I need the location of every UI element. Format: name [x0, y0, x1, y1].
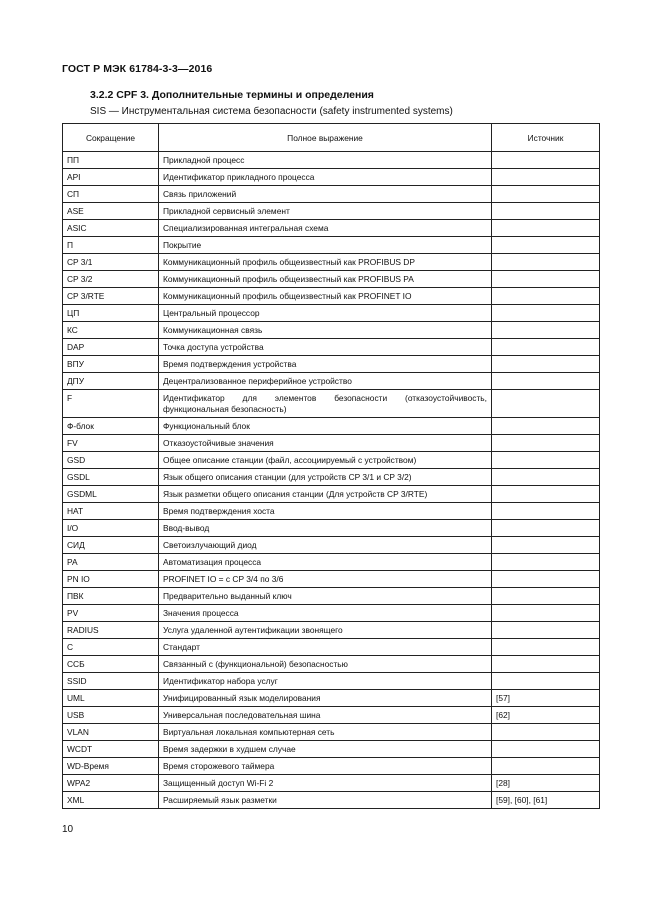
abbreviation-cell: CP 3/2: [63, 271, 159, 288]
full-expression-cell: PROFINET IO = с CP 3/4 по 3/6: [159, 571, 492, 588]
source-cell: [492, 288, 600, 305]
full-expression-cell: Покрытие: [159, 237, 492, 254]
abbreviation-cell: USB: [63, 707, 159, 724]
table-row: [63, 486, 600, 503]
full-expression-cell: Идентификатор прикладного процесса: [159, 169, 492, 186]
abbreviation-cell: ССБ: [63, 656, 159, 673]
full-expression-cell: Язык общего описания станции (для устройств CP 3/1 и CP 3/2): [159, 469, 492, 486]
full-expression-cell: Расширяемый язык разметки: [159, 792, 492, 809]
abbreviation-cell: СП: [63, 186, 159, 203]
abbreviation-cell: DAP: [63, 339, 159, 356]
column-header-full-expression: Полное выражение: [159, 124, 492, 152]
abbreviation-cell: WPA2: [63, 775, 159, 792]
full-expression-cell: Идентификатор для элементов безопасности (отказоустойчивость, функциональная безопасность): [159, 390, 492, 418]
table-body: [63, 152, 600, 809]
table-row: [63, 288, 600, 305]
source-cell: [492, 169, 600, 186]
table-row: [63, 373, 600, 390]
table-row: [63, 305, 600, 322]
abbreviation-cell: СИД: [63, 537, 159, 554]
abbreviation-cell: ВПУ: [63, 356, 159, 373]
document-header: ГОСТ Р МЭК 61784-3-3—2016: [62, 63, 213, 75]
table-row: [63, 724, 600, 741]
abbreviation-cell: I/O: [63, 520, 159, 537]
table-row: [63, 758, 600, 775]
full-expression-cell: Коммуникационная связь: [159, 322, 492, 339]
source-cell: [492, 339, 600, 356]
table-row: [63, 656, 600, 673]
table-row: [63, 673, 600, 690]
source-cell: [492, 435, 600, 452]
source-cell: [492, 605, 600, 622]
full-expression-cell: Прикладной сервисный элемент: [159, 203, 492, 220]
abbreviation-cell: FV: [63, 435, 159, 452]
table-row: [63, 152, 600, 169]
table-row: [63, 186, 600, 203]
table-row: [63, 203, 600, 220]
table-row: [63, 741, 600, 758]
source-cell: [492, 486, 600, 503]
full-expression-cell: Светоизлучающий диод: [159, 537, 492, 554]
column-header-source: Источник: [492, 124, 600, 152]
abbreviation-cell: ЦП: [63, 305, 159, 322]
table-row: [63, 537, 600, 554]
table-row: [63, 169, 600, 186]
table-row: [63, 588, 600, 605]
full-expression-cell: Общее описание станции (файл, ассоциируемый с устройством): [159, 452, 492, 469]
full-expression-cell: Унифицированный язык моделирования: [159, 690, 492, 707]
full-expression-cell: Защищенный доступ Wi-Fi 2: [159, 775, 492, 792]
page-number: 10: [62, 824, 74, 835]
source-cell: [492, 758, 600, 775]
full-expression-cell: Время подтверждения устройства: [159, 356, 492, 373]
table-row: [63, 554, 600, 571]
source-cell: [492, 673, 600, 690]
source-cell: [28]: [492, 775, 600, 792]
full-expression-cell: Функциональный блок: [159, 418, 492, 435]
source-cell: [492, 656, 600, 673]
abbreviation-cell: PA: [63, 554, 159, 571]
abbreviation-cell: PN IO: [63, 571, 159, 588]
abbreviation-cell: ПП: [63, 152, 159, 169]
table-row: [63, 520, 600, 537]
full-expression-cell: Услуга удаленной аутентификации звонящего: [159, 622, 492, 639]
table-header-row: [63, 124, 600, 152]
table-row: [63, 622, 600, 639]
abbreviation-cell: ДПУ: [63, 373, 159, 390]
full-expression-cell: Децентрализованное периферийное устройство: [159, 373, 492, 390]
section-intro: SIS — Инструментальная система безопасности (safety instrumented systems): [90, 106, 453, 117]
source-cell: [492, 254, 600, 271]
source-cell: [492, 452, 600, 469]
table-row: [63, 322, 600, 339]
table-row: [63, 435, 600, 452]
abbreviations-table: [62, 123, 600, 809]
source-cell: [492, 418, 600, 435]
full-expression-cell: Специализированная интегральная схема: [159, 220, 492, 237]
table-row: [63, 775, 600, 792]
source-cell: [492, 622, 600, 639]
abbreviation-cell: CP 3/RTE: [63, 288, 159, 305]
abbreviation-cell: WCDT: [63, 741, 159, 758]
full-expression-cell: Прикладной процесс: [159, 152, 492, 169]
source-cell: [492, 571, 600, 588]
table-row: [63, 639, 600, 656]
source-cell: [492, 356, 600, 373]
full-expression-cell: Точка доступа устройства: [159, 339, 492, 356]
table-row: [63, 356, 600, 373]
abbreviation-cell: GSDL: [63, 469, 159, 486]
table-row: [63, 271, 600, 288]
abbreviation-cell: XML: [63, 792, 159, 809]
table-row: [63, 237, 600, 254]
full-expression-cell: Время задержки в худшем случае: [159, 741, 492, 758]
table-row: [63, 452, 600, 469]
table-row: [63, 707, 600, 724]
abbreviation-cell: HAT: [63, 503, 159, 520]
full-expression-cell: Время подтверждения хоста: [159, 503, 492, 520]
full-expression-cell: Предварительно выданный ключ: [159, 588, 492, 605]
table-row: [63, 220, 600, 237]
full-expression-cell: Значения процесса: [159, 605, 492, 622]
full-expression-cell: Связь приложений: [159, 186, 492, 203]
table-row: [63, 690, 600, 707]
abbreviation-cell: UML: [63, 690, 159, 707]
source-cell: [492, 237, 600, 254]
source-cell: [492, 520, 600, 537]
section-title: 3.2.2 CPF 3. Дополнительные термины и определения: [90, 89, 374, 101]
source-cell: [62]: [492, 707, 600, 724]
full-expression-cell: Коммуникационный профиль общеизвестный как PROFINET IO: [159, 288, 492, 305]
full-expression-cell: Коммуникационный профиль общеизвестный как PROFIBUS DP: [159, 254, 492, 271]
full-expression-cell: Язык разметки общего описания станции (Для устройств CP 3/RTE): [159, 486, 492, 503]
table-row: [63, 254, 600, 271]
abbreviation-cell: Ф-блок: [63, 418, 159, 435]
full-expression-cell: Стандарт: [159, 639, 492, 656]
table-row: [63, 792, 600, 809]
source-cell: [492, 554, 600, 571]
full-expression-cell: Виртуальная локальная компьютерная сеть: [159, 724, 492, 741]
full-expression-cell: Центральный процессор: [159, 305, 492, 322]
source-cell: [492, 469, 600, 486]
full-expression-cell: Автоматизация процесса: [159, 554, 492, 571]
abbreviation-cell: GSDML: [63, 486, 159, 503]
source-cell: [492, 271, 600, 288]
abbreviation-cell: WD-Время: [63, 758, 159, 775]
source-cell: [492, 220, 600, 237]
column-header-abbreviation: Сокращение: [63, 124, 159, 152]
abbreviation-cell: КС: [63, 322, 159, 339]
source-cell: [492, 305, 600, 322]
abbreviation-cell: GSD: [63, 452, 159, 469]
full-expression-cell: Время сторожевого таймера: [159, 758, 492, 775]
source-cell: [492, 724, 600, 741]
source-cell: [57]: [492, 690, 600, 707]
full-expression-cell: Коммуникационный профиль общеизвестный как PROFIBUS PA: [159, 271, 492, 288]
table-row: [63, 418, 600, 435]
source-cell: [492, 741, 600, 758]
full-expression-cell: Связанный с (функциональной) безопасностью: [159, 656, 492, 673]
table-row: [63, 339, 600, 356]
table-row: [63, 469, 600, 486]
table-row: [63, 503, 600, 520]
abbreviation-cell: ASE: [63, 203, 159, 220]
source-cell: [492, 588, 600, 605]
table-row: [63, 571, 600, 588]
full-expression-cell: Универсальная последовательная шина: [159, 707, 492, 724]
source-cell: [492, 322, 600, 339]
source-cell: [492, 639, 600, 656]
source-cell: [492, 390, 600, 418]
abbreviation-cell: PV: [63, 605, 159, 622]
abbreviation-cell: С: [63, 639, 159, 656]
source-cell: [492, 203, 600, 220]
abbreviation-cell: SSID: [63, 673, 159, 690]
abbreviation-cell: ASIC: [63, 220, 159, 237]
source-cell: [492, 537, 600, 554]
full-expression-cell: Идентификатор набора услуг: [159, 673, 492, 690]
abbreviation-cell: API: [63, 169, 159, 186]
full-expression-cell: Отказоустойчивые значения: [159, 435, 492, 452]
abbreviation-cell: RADIUS: [63, 622, 159, 639]
full-expression-cell: Ввод-вывод: [159, 520, 492, 537]
source-cell: [492, 503, 600, 520]
source-cell: [492, 373, 600, 390]
abbreviation-cell: П: [63, 237, 159, 254]
abbreviation-cell: F: [63, 390, 159, 418]
source-cell: [59], [60], [61]: [492, 792, 600, 809]
table-row: [63, 605, 600, 622]
source-cell: [492, 186, 600, 203]
source-cell: [492, 152, 600, 169]
abbreviation-cell: CP 3/1: [63, 254, 159, 271]
abbreviation-cell: ПВК: [63, 588, 159, 605]
table-row: [63, 390, 600, 418]
abbreviation-cell: VLAN: [63, 724, 159, 741]
